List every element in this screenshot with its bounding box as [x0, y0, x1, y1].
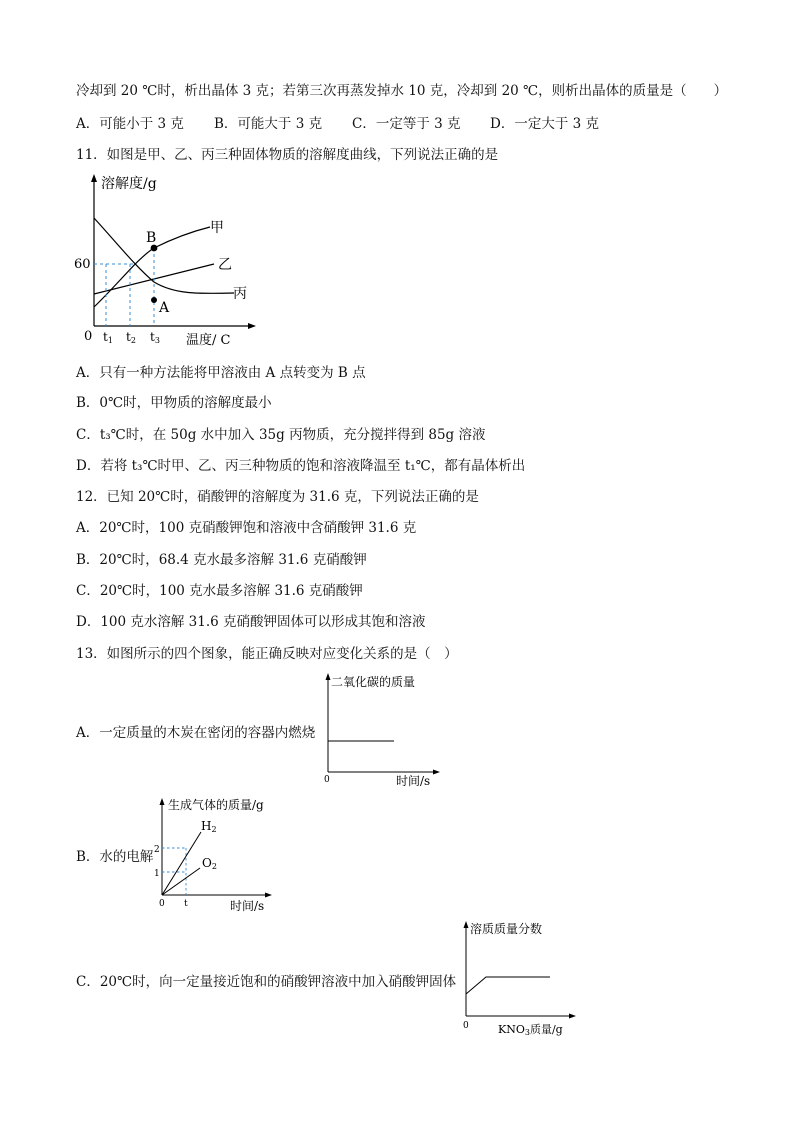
q12-stem: 12．已知 20℃时，硝酸钾的溶解度为 31.6 克，下列说法正确的是 [76, 489, 479, 505]
q13-a-x-arrow [433, 770, 440, 775]
intro-option-b: B．可能大于 3 克 [214, 116, 323, 132]
q11-curve-label-yi: 乙 [218, 257, 232, 273]
q11-origin: 0 [84, 329, 93, 344]
intro-option-c: C．一定等于 3 克 [352, 116, 461, 132]
q11-option-d: D．若将 t₃℃时甲、乙、丙三种物质的饱和溶液降温至 t₁℃，都有晶体析出 [76, 458, 526, 474]
q13-a-y-label: 二氧化碳的质量 [331, 675, 416, 689]
q13-a-origin: 0 [324, 775, 330, 785]
q13-b-x-tick-t: t [184, 899, 188, 909]
q13-a-y-arrow [326, 673, 331, 680]
q13-a-figure [316, 672, 446, 790]
q11-point-a-label: A [159, 300, 170, 316]
q11-stem: 11．如图是甲、乙、丙三种固体物质的溶解度曲线，下列说法正确的是 [76, 147, 499, 163]
q11-y-arrow [91, 174, 97, 182]
q11-x-tick-t3: t3 [150, 330, 160, 345]
q11-y-tick-60: 60 [74, 257, 91, 272]
intro-options [76, 115, 599, 133]
q11-option-c: C．t₃℃时，在 50g 水中加入 35g 丙物质，充分搅拌得到 85g 溶液 [76, 427, 486, 443]
q13-c-y-arrow [464, 921, 469, 928]
q13-c-figure [452, 918, 582, 1040]
q11-curve-label-bing: 丙 [233, 286, 247, 302]
q13-option-a-text: A．一定质量的木炭在密闭的容器内燃烧 [76, 725, 316, 741]
q13-b-o2-label: O2 [202, 856, 217, 871]
q13-b-h2-line [162, 832, 201, 895]
q11-x-tick-t2: t2 [126, 330, 136, 345]
q13-c-origin: 0 [463, 1021, 469, 1031]
q11-x-tick-t1: t1 [103, 330, 113, 345]
q13-c-data-line [466, 977, 550, 994]
q13-b-y-tick-2: 2 [154, 845, 160, 855]
q13-stem: 13．如图所示的四个图象，能正确反映对应变化关系的是（ ） [76, 646, 458, 662]
q11-x-arrow [248, 323, 256, 329]
q12-option-a: A．20℃时，100 克硝酸钾饱和溶液中含硝酸钾 31.6 克 [76, 520, 417, 536]
intro-option-d: D．一定大于 3 克 [490, 116, 599, 132]
q11-solubility-figure [74, 172, 268, 352]
intro-option-a: A．可能小于 3 克 [76, 116, 184, 132]
q11-option-b: B．0℃时，甲物质的溶解度最小 [76, 395, 272, 411]
q12-option-d: D．100 克水溶解 31.6 克硝酸钾固体可以形成其饱和溶液 [76, 614, 426, 630]
q13-b-origin: 0 [159, 899, 165, 909]
q13-b-x-arrow [265, 893, 272, 898]
q13-b-y-label: 生成气体的质量/g [168, 798, 264, 812]
q13-option-b-text: B．水的电解 [76, 849, 154, 865]
q11-point-b-label: B [146, 230, 157, 246]
intro-text: 冷却到 20 ℃时，析出晶体 3 克；若第三次再蒸发掉水 10 克，冷却到 20 ℃，则析出晶体的质量是（ ） [76, 83, 728, 99]
q13-b-h2-label: H2 [201, 819, 217, 834]
q13-option-c-text: C．20℃时，向一定量接近饱和的硝酸钾溶液中加入硝酸钾固体 [76, 974, 457, 990]
q11-option-a: A．只有一种方法能将甲溶液由 A 点转变为 B 点 [76, 365, 366, 381]
q11-curve-label-jia: 甲 [210, 220, 224, 236]
q12-option-c: C．20℃时，100 克水最多溶解 31.6 克硝酸钾 [76, 583, 363, 599]
q13-b-x-label: 时间/s [230, 899, 265, 913]
q13-b-y-tick-1: 1 [154, 869, 160, 879]
q13-c-y-label: 溶质质量分数 [470, 922, 543, 936]
q12-option-b: B．20℃时，68.4 克水最多溶解 31.6 克硝酸钾 [76, 552, 367, 568]
q13-c-x-label: KNO3质量/g [498, 1023, 563, 1037]
q13-b-guides [162, 848, 186, 895]
q11-x-label: 温度/ C [186, 333, 231, 348]
q13-b-y-arrow [160, 798, 165, 805]
q13-a-x-label: 时间/s [396, 774, 431, 788]
q13-c-x-arrow [569, 1014, 576, 1019]
q11-y-label: 溶解度/g [101, 176, 157, 192]
q13-b-figure [150, 795, 280, 915]
q11-point-a [151, 297, 157, 303]
